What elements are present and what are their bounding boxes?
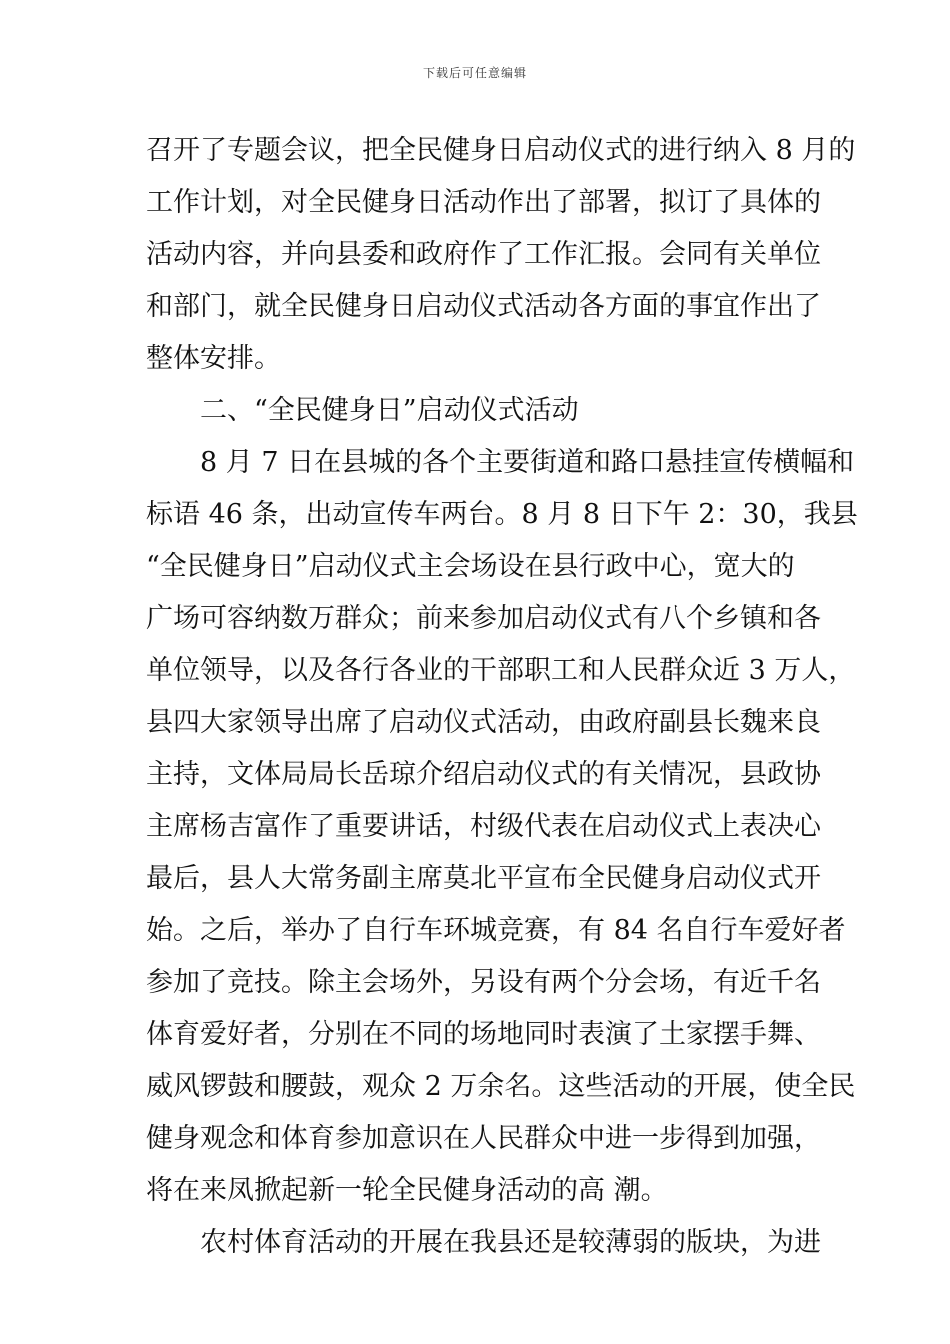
text-line: 8 月 7 日在县城的各个主要街道和路口悬挂宣传横幅和 <box>146 447 855 478</box>
text-line: 农村体育活动的开展在我县还是较薄弱的版块，为进 <box>146 1227 821 1258</box>
text-line: 健身观念和体育参加意识在人民群众中进一步得到加强， <box>146 1123 821 1154</box>
text-line: 和部门，就全民健身日启动仪式活动各方面的事宜作出了 <box>146 291 821 322</box>
text-line: 单位领导，以及各行各业的干部职工和人民群众近 3 万人， <box>146 655 856 686</box>
section-heading: 二、“全民健身日”启动仪式活动 <box>146 395 579 426</box>
page-header: 下载后可任意编辑 <box>422 66 527 80</box>
text-line: 主持，文体局局长岳琼介绍启动仪式的有关情况，县政协 <box>146 759 821 790</box>
text-line: “全民健身日”启动仪式主会场设在县行政中心，宽大的 <box>146 551 795 582</box>
text-line: 召开了专题会议，把全民健身日启动仪式的进行纳入 8 月的 <box>146 135 856 166</box>
text-line: 最后，县人大常务副主席莫北平宣布全民健身启动仪式开 <box>146 863 821 894</box>
text-line: 整体安排。 <box>146 343 281 374</box>
document-body <box>146 125 858 1269</box>
text-line: 参加了竞技。除主会场外，另设有两个分会场，有近千名 <box>146 967 821 998</box>
text-line: 标语 46 条，出动宣传车两台。8 月 8 日下午 2：30，我县 <box>146 499 858 530</box>
text-line: 工作计划，对全民健身日活动作出了部署，拟订了具体的 <box>146 187 821 218</box>
text-line: 威风锣鼓和腰鼓，观众 2 万余名。这些活动的开展，使全民 <box>146 1071 856 1102</box>
text-line: 始。之后，举办了自行车环城竞赛，有 84 名自行车爱好者 <box>146 915 846 946</box>
text-line: 体育爱好者，分别在不同的场地同时表演了土家摆手舞、 <box>146 1019 821 1050</box>
text-line: 县四大家领导出席了启动仪式活动，由政府副县长魏来良 <box>146 707 821 738</box>
text-line: 活动内容，并向县委和政府作了工作汇报。会同有关单位 <box>146 239 821 270</box>
text-line: 广场可容纳数万群众；前来参加启动仪式有八个乡镇和各 <box>146 603 821 634</box>
text-line: 主席杨吉富作了重要讲话，村级代表在启动仪式上表决心 <box>146 811 821 842</box>
text-line: 将在来凤掀起新一轮全民健身活动的高 潮。 <box>146 1175 668 1206</box>
